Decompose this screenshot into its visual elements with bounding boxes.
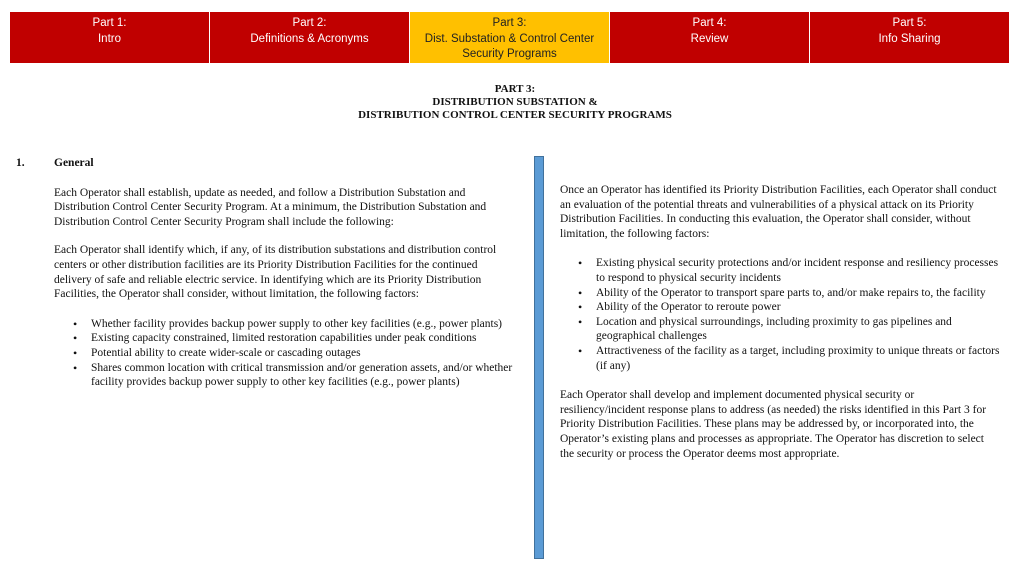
list-item: • Attractiveness of the facility as a target, including proximity to unique threats or factors (if any) xyxy=(578,344,1000,373)
tab-title: Intro xyxy=(97,32,121,45)
paragraph-program-requirement: Each Operator shall establish, update as needed, and follow a Distribution Substation and Distribution Control Center Security Program. At a minimum, the Distribution Substation and Distribution Control Center Security Program shall include the following: xyxy=(54,186,487,228)
part-heading xyxy=(0,83,1024,122)
priority-factors-list xyxy=(16,317,516,390)
tab-part-3-security-programs[interactable] xyxy=(410,12,610,63)
paragraph-response-plans: Each Operator shall develop and implement documented physical security or resiliency/incident response plans to address (as needed) the risks identified in this Part 3 for Priority Distribution Facilities. These plans may be addressed by, or incorporated into, the Operator’s existing plans and processes as appropriate. The Operator has discretion to select the security or process the Operator deems most appropriate. xyxy=(560,389,987,460)
list-item: • Location and physical surroundings, including proximity to gas pipelines and geographical challenges xyxy=(578,315,1000,344)
paragraph-threat-evaluation: Once an Operator has identified its Priority Distribution Facilities, each Operator shall conduct an evaluation of the potential threats and vulnerabilities of a physical attack on its Priority Distribution Facilities. In conducting this evaluation, the Operator shall consider, without limitation, the following factors: xyxy=(560,184,997,240)
part-heading-line-1: PART 3: xyxy=(494,83,536,95)
list-item: • Potential ability to create wider-scale or cascading outages xyxy=(73,346,516,361)
tab-title: Dist. Substation & Control Center xyxy=(424,32,595,45)
list-item: • Whether facility provides backup power supply to other key facilities (e.g., power plants) xyxy=(73,317,516,332)
tab-part-label: Part 1: xyxy=(92,17,127,29)
tab-title: Info Sharing xyxy=(878,32,941,45)
list-item: • Shares common location with critical transmission and/or generation assets, and/or whether facility provides backup power supply to other key facilities (e.g., power plants) xyxy=(73,361,516,390)
tab-part-4-review[interactable] xyxy=(610,12,810,63)
paragraph-identify-priority-facilities: Each Operator shall identify which, if any, of its distribution substations and distribution control centers or other distribution facilities are its Priority Distribution Facilities for the continued delivery of safe and reliable electric service. In identifying which are its Priority Distribution Facilities, the Operator shall consider, without limitation, the following factors: xyxy=(54,244,497,301)
list-item: • Existing capacity constrained, limited restoration capabilities under peak conditions xyxy=(73,331,516,346)
column-divider xyxy=(534,156,544,559)
section-title: General xyxy=(54,157,94,169)
section-number: 1. xyxy=(16,157,25,169)
list-item: • Existing physical security protections and/or incident response and resiliency processes to respond to physical security incidents xyxy=(578,256,1000,285)
tab-part-2-definitions[interactable] xyxy=(210,12,410,63)
tab-part-1-intro[interactable] xyxy=(10,12,210,63)
tab-part-label: Part 2: xyxy=(292,17,327,29)
section-heading xyxy=(16,156,516,171)
tab-part-5-info-sharing[interactable] xyxy=(810,12,1009,63)
part-heading-line-2: DISTRIBUTION SUBSTATION & xyxy=(432,96,598,108)
right-column xyxy=(560,183,1000,461)
left-column xyxy=(16,156,516,390)
evaluation-factors-list xyxy=(560,256,1000,373)
tab-title-line-2: Security Programs xyxy=(462,48,557,60)
part-heading-line-3: DISTRIBUTION CONTROL CENTER SECURITY PROGRAMS xyxy=(358,109,672,121)
list-item: • Ability of the Operator to transport spare parts to, and/or make repairs to, the facility xyxy=(578,286,1000,301)
tab-part-label: Part 5: xyxy=(892,17,927,29)
tab-title: Definitions & Acronyms xyxy=(250,32,369,45)
tab-title: Review xyxy=(690,32,729,45)
tab-part-label: Part 3: xyxy=(492,17,527,29)
list-item: • Ability of the Operator to reroute power xyxy=(578,300,1000,315)
tab-part-label: Part 4: xyxy=(692,17,727,29)
part-tab-bar xyxy=(10,12,1009,63)
